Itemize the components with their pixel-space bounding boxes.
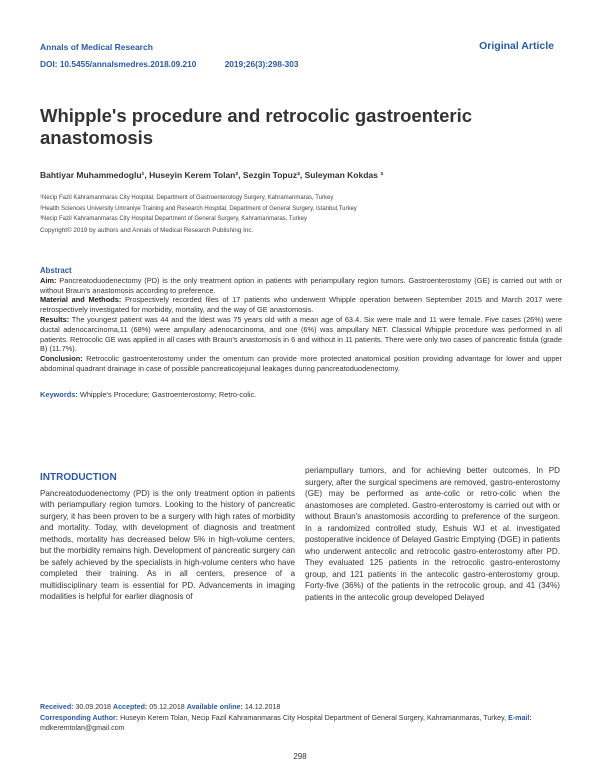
dates-line xyxy=(40,702,562,713)
body-column-right xyxy=(305,465,560,603)
abstract-results xyxy=(40,315,562,354)
introduction-heading: INTRODUCTION xyxy=(40,472,117,483)
abstract-methods xyxy=(40,295,562,315)
intro-paragraph-left: Pancreatoduodenectomy (PD) is the only treatment option in patients with periampullary region tumors. Looking to the history of pancreatic surgery, it has been proven to be a surgery with high rates of morbidity and mortality. Today, with development of diagnosis and treatment methods, mortality has decreased below 5% in high-volume centers, but the morbidity remains high. Development of pancreatic surgery can be safely achieved by the specialists in high-volume centers who have completed their training. As in all centers, presence of a multidisciplinary team is essential for PD. Advancements in imaging modalities is helpful for earlier diagnosis of xyxy=(40,488,295,601)
corresponding-label: Corresponding Author: xyxy=(40,713,119,722)
journal-name: Annals of Medical Research xyxy=(40,42,153,52)
doi[interactable]: DOI: 10.5455/annalsmedres.2018.09.210 xyxy=(40,59,197,69)
corresponding-text: Huseyin Kerem Tolan, Necip Fazil Kahramanmaras City Hospital Department of General Surgery, Kahramanmaras, Turkey, xyxy=(118,713,507,722)
conclusion-text: Retrocolic gastroenterostomy under the omentum can provide more protected anatomical position providing advantage for lower and upper abdominal quadrant drainage in case of possible pancreaticojejunal leakages during pancreatoduodenectomy. xyxy=(40,354,562,373)
conclusion-label: Conclusion: xyxy=(40,354,83,364)
online-date: 14.12.2018 xyxy=(242,703,281,711)
methods-label: Material and Methods: xyxy=(40,295,122,305)
accepted-label: Accepted: xyxy=(112,703,148,711)
body-column-left xyxy=(40,465,295,603)
copyright: Copyright© 2019 by authors and Annals of Medical Research Publishing Inc. xyxy=(40,227,254,234)
keywords-text: Whipple's Procedure; Gastroenterostomy; Retro-colic. xyxy=(77,390,257,399)
abstract-conclusion xyxy=(40,354,562,374)
article-footer xyxy=(40,702,562,734)
article-title: Whipple's procedure and retrocolic gastroenteric anastomosis xyxy=(40,105,473,148)
methods-text: Prospectively recorded files of 17 patients who underwent Whipple operation between September 2015 and March 2017 were retrospectively investigated for morbidity, mortality, and the way of GE anastomosis. xyxy=(40,295,562,315)
citation: 2019;26(3):298-303 xyxy=(224,59,299,69)
received-label: Received: xyxy=(40,703,74,711)
online-label: Available online: xyxy=(186,703,243,711)
aim-label: Aim: xyxy=(40,275,57,285)
results-text: The youngest patient was 44 and the ldest was 75 years old with a mean age of 63.4. Six were male and 11 were female. Five cases (26%) were ductal adenocarcinoma,11 (68%) were ampullary adenocarcinoma, and one (6%) was ampullary NET. Classical Whipple procedure was performed in all patients. Retrocolic GE was applied in all cases with Braun's anastomosis in 6 and without in 11 patients. There were only two cases of pancreatic fistula (grade B) (11.7%). xyxy=(40,314,562,354)
keywords-label: Keywords: xyxy=(40,390,78,399)
affiliation-3: ³Necip Fazil Kahramanmaras City Hospital Department of General Surgery, Kahramanmaras, Turkey xyxy=(40,216,307,222)
author-list: Bahtiyar Muhammedoglu¹, Huseyin Kerem Tolan², Sezgin Topuz³, Suleyman Kokdas ³ xyxy=(40,170,384,180)
intro-paragraph-right: periampullary tumors, and for achieving better outcomes. In PD surgery, after the surgical specimens are removed, gastro-enterostomy (GE) may be performed as ante-colic or retro-colic when the anastomoses are completed. Gastro-enterostomy is carried out with or without Braun's anastomosis according to preference of the surgeon. In a randomized controlled study, Eshuis WJ et al. investigated postoperative incidence of Delayed Gastric Emptying (DGE) in patients who underwent antecolic and retrocolic gastro-enterostomy after PD. They evaluated 125 patients in the retrocolic gastro-enterostomy group, and 121 patients in the antecolic gastro-enterostomy group. Forty-five (36%) of the patients in the retrocolic group, and 41 (34%) patients in the antecolic group developed Delayed xyxy=(305,466,560,602)
abstract-aim xyxy=(40,276,562,296)
corresponding-author xyxy=(40,713,562,734)
affiliation-1: ¹Necip Fazil Kahramanmaras City Hospital, Department of Gastroenterology Surgery, Kahramanmaras, Turkey xyxy=(40,195,334,201)
affiliations xyxy=(40,193,357,225)
article-type: Original Article xyxy=(479,40,554,52)
results-label: Results: xyxy=(40,314,70,324)
abstract xyxy=(40,266,562,374)
page-number: 298 xyxy=(293,752,307,761)
accepted-date: 05.12.2018 xyxy=(147,703,185,711)
received-date: 30.09.2018 xyxy=(73,703,111,711)
email-label: E-mail: xyxy=(506,713,532,722)
doi-line xyxy=(40,59,299,69)
aim-text: Pancreatoduodenectomy (PD) is the only treatment option in patients with periampullary region tumors. Gastroenterostomy (GE) is carried out with or without Braun's anastomosis according to preference. xyxy=(40,275,562,295)
abstract-heading: Abstract xyxy=(40,266,72,275)
affiliation-2: ²Health Sciences University Umraniye Training and Research Hospital, Department of General Surgery, Istanbul,Turkey xyxy=(40,205,357,212)
keywords xyxy=(40,390,256,399)
email-link[interactable]: mdkeremtolan@gmail.com xyxy=(40,724,125,732)
